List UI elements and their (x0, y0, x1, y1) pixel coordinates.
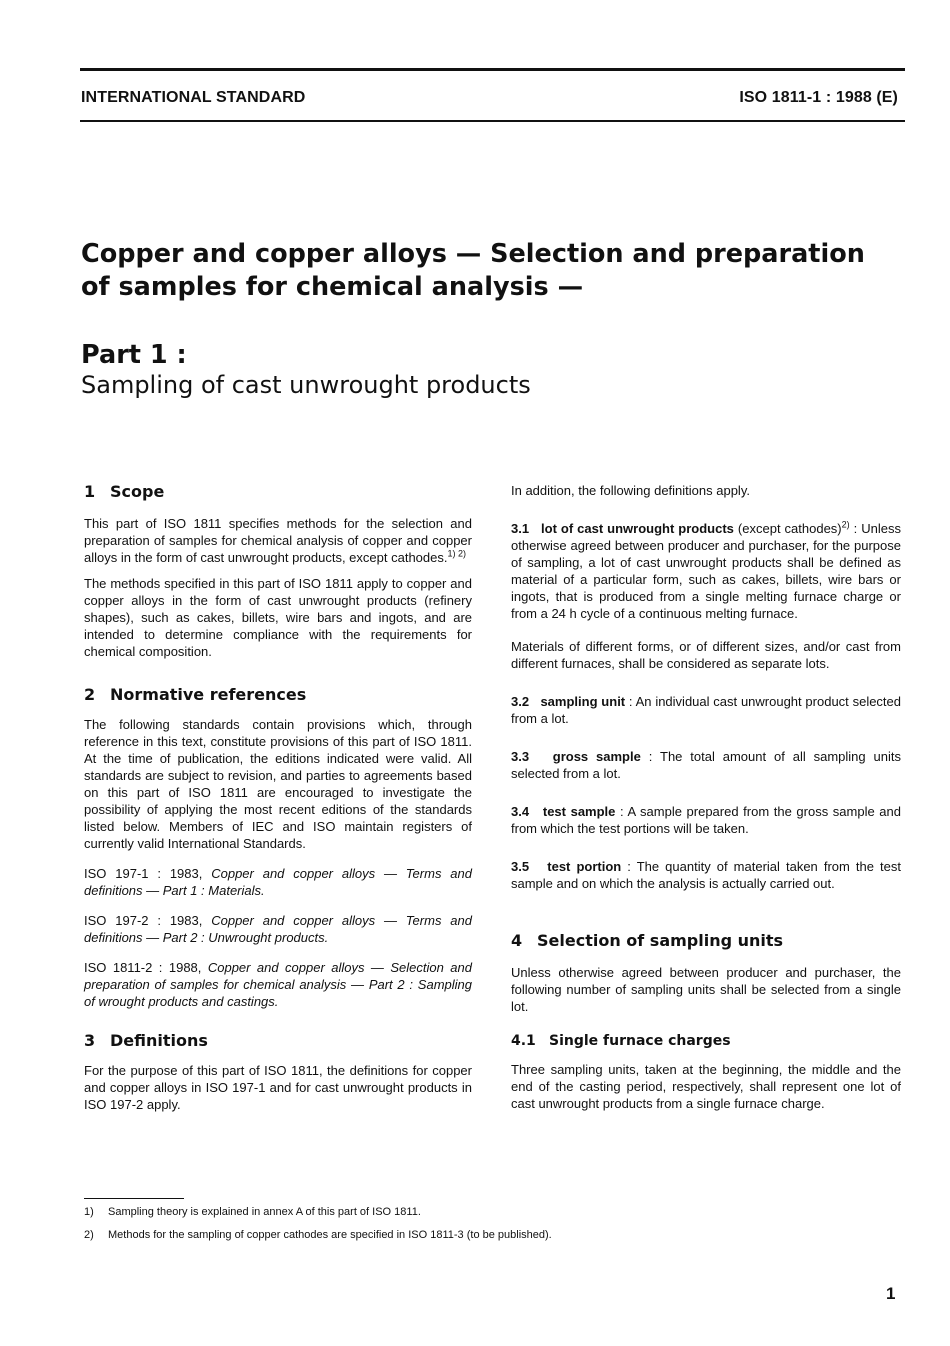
section-number: 4 (511, 931, 523, 950)
part-label: Part 1 : (81, 340, 187, 370)
reference-code: ISO 1811-2 : 1988, (84, 960, 202, 975)
definition-3-2: 3.2 sampling unit : An individual cast unwrought product selected from a lot. (511, 694, 902, 726)
subsection-number: 4.1 (511, 1033, 536, 1049)
section-title: Definitions (110, 1031, 208, 1050)
section-title: Normative references (110, 685, 307, 704)
definition-number: 3.2 (511, 694, 530, 709)
header-bottom-rule (80, 120, 905, 122)
definition-number: 3.1 (511, 521, 530, 536)
definition-term: sampling unit (540, 694, 626, 709)
definitions-intro: For the purpose of this part of ISO 1811, the definitions for copper and copper alloys in ISO 197-1 and for cast unwrought products in ISO 197-2 apply. (84, 1063, 472, 1112)
section-4-heading (511, 931, 901, 951)
reference-item (84, 865, 472, 899)
definition-number: 3.5 (511, 859, 530, 874)
document-type: INTERNATIONAL STANDARD (81, 89, 306, 106)
definition-3-3: 3.3 gross sample : The total amount of all sampling units selected from a lot. (511, 749, 901, 781)
definition-3-1-note: Materials of different forms, or of different sizes, and/or cast from different furnaces, shall be considered as separate lots. (511, 639, 901, 671)
footnote-ref: 2) (841, 519, 850, 530)
reference-title: Copper and copper alloys — Terms and definitions — Part 1 : Materials. (84, 866, 472, 898)
section-number: 1 (84, 482, 96, 501)
definition-text: The total amount of all sampling units selected from a lot. (511, 749, 901, 781)
section-2-heading (84, 685, 472, 705)
document-title (81, 238, 901, 304)
definition-text: Unless otherwise agreed between producer and purchaser, for the purpose of sampling, a lot of cast unwrought products shall be defined as material of a particular form, such as cakes, billets, wire bars or ingots, that is produced from a single melting furnace charge or from a 24 h cycle of a continuous melting furnace. (511, 521, 901, 621)
reference-code: ISO 197-1 : 1983, (84, 866, 203, 881)
part-subtitle: Sampling of cast unwrought products (81, 371, 531, 399)
reference-item (84, 959, 472, 1010)
reference-code: ISO 197-2 : 1983, (84, 913, 203, 928)
definition-term: gross sample (552, 749, 641, 764)
normative-intro: The following standards contain provisions which, through reference in this text, constitute provisions of this part of ISO 1811. At the time of publication, the editions indicated were valid. All standards are subject to revision, and parties to agreements based on this part of ISO 1811 are encouraged to investigate the possibility of applying the most recent editions of the standards listed below. Members of IEC and ISO maintain registers of currently valid International Standards. (84, 717, 472, 851)
section-title: Scope (110, 482, 165, 501)
definition-term: test portion (547, 859, 622, 874)
section-3-heading (84, 1031, 472, 1051)
definition-text: The quantity of material taken from the test sample and on which the analysis is actually carried out. (511, 859, 901, 891)
definition-text: A sample prepared from the gross sample and from which the test portions will be taken. (511, 804, 901, 836)
definitions-addition: In addition, the following definitions apply. (511, 483, 750, 498)
scope-paragraph-1 (84, 515, 472, 566)
footnote-number: 2) (84, 1229, 94, 1241)
definition-number: 3.4 (511, 804, 530, 819)
footnote-text: Methods for the sampling of copper cathodes are specified in ISO 1811-3 (to be published). (108, 1229, 552, 1241)
footnote-rule (84, 1198, 184, 1199)
definition-3-5: 3.5 test portion : The quantity of material taken from the test sample and on which the analysis is actually carried out. (511, 859, 901, 891)
left-column (84, 482, 472, 1113)
footnote-2 (84, 1228, 552, 1242)
definition-qualifier: (except cathodes) (737, 521, 842, 536)
page-number: 1 (886, 1284, 896, 1303)
footnote-refs: 1) 2) (447, 548, 466, 559)
definition-3-4: 3.4 test sample : A sample prepared from the gross sample and from which the test portions will be taken. (511, 804, 901, 836)
selection-intro: Unless otherwise agreed between producer and purchaser, the following number of sampling units shall be selected from a single lot. (511, 965, 901, 1014)
scope-paragraph-2: The methods specified in this part of ISO 1811 apply to copper and copper alloys in the form of cast unwrought products (refinery shapes), such as cakes, billets, wire bars and ingots, and are intended to determine compliance with the requirements for chemical composition. (84, 576, 472, 659)
reference-item (84, 912, 472, 946)
title-line-2: of samples for chemical analysis — (81, 272, 584, 302)
definition-text: An individual cast unwrought product selected from a lot. (511, 694, 902, 726)
definition-term: lot of cast unwrought products (541, 521, 734, 536)
section-number: 3 (84, 1031, 96, 1050)
standard-number: ISO 1811-1 : 1988 (E) (739, 89, 898, 106)
single-furnace-text: Three sampling units, taken at the beginning, the middle and the end of the casting period, respectively, shall represent one lot of cast unwrought products from a single furnace charge. (511, 1062, 901, 1111)
paragraph-text: This part of ISO 1811 specifies methods for the selection and preparation of samples for chemical analysis of copper and copper alloys in the form of cast unwrought products, except cathodes. (84, 516, 472, 565)
subsection-title: Single furnace charges (549, 1033, 731, 1049)
definition-term: test sample (542, 804, 616, 819)
right-column (511, 482, 901, 1112)
footnote-number: 1) (84, 1206, 94, 1218)
footnote-1 (84, 1205, 421, 1219)
subsection-4-1-heading (511, 1032, 901, 1050)
reference-title: Copper and copper alloys — Selection and preparation of samples for chemical analysis — Part 2 : Sampling of wrought products and castings. (84, 960, 472, 1009)
definition-number: 3.3 (511, 749, 530, 764)
section-1-heading (84, 482, 472, 502)
reference-title: Copper and copper alloys — Terms and definitions — Part 2 : Unwrought products. (84, 913, 472, 945)
footnote-text: Sampling theory is explained in annex A of this part of ISO 1811. (108, 1206, 421, 1218)
section-title: Selection of sampling units (537, 931, 784, 950)
header-top-rule (80, 68, 905, 71)
definition-3-1: 3.1 lot of cast unwrought products (except cathodes)$^{2)}$ : Unless otherwise agreed between producer and purchaser, for the purpose of sampling, a lot of cast unwrought products shall be defined as material of a particular form, such as cakes, billets, wire bars or ingots, that is produced from a single melting furnace charge or from a 24 h cycle of a continuous melting furnace. (511, 519, 901, 621)
title-line-1: Copper and copper alloys — Selection and preparation (81, 239, 865, 269)
section-number: 2 (84, 685, 96, 704)
